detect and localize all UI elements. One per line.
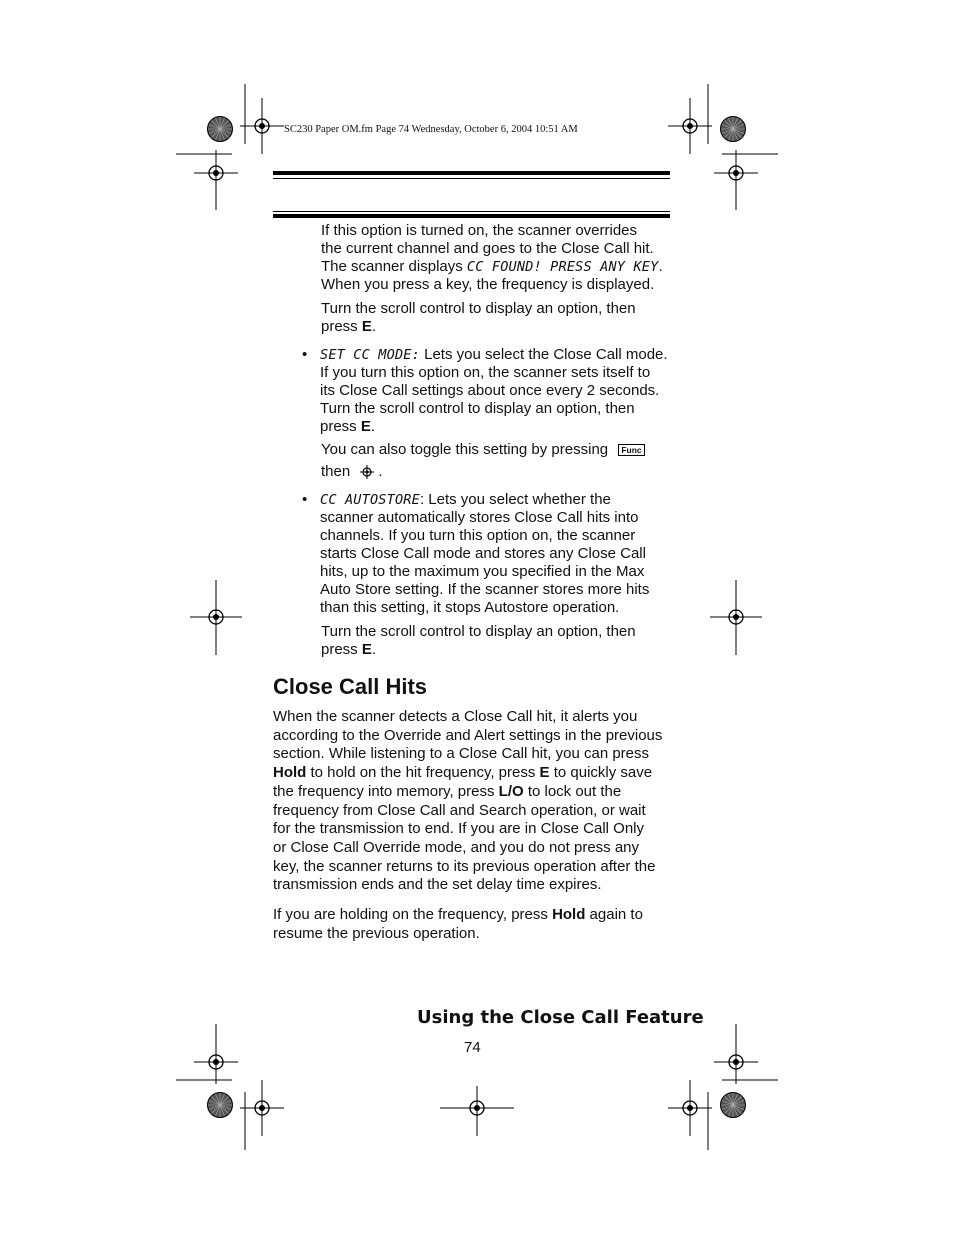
text-line: If you turn this option on, the scanner sets itself to [320,364,651,381]
text-line: according to the Override and Alert settings in the previous [273,726,663,744]
text-line: hits, up to the maximum you specified in the Max [320,563,645,580]
text-line: its Close Call settings about once every 2 seconds. [320,382,660,399]
text-line: Turn the scroll control to display an option, then [320,400,635,417]
text-line: frequency from Close Call and Search operation, or wait [273,801,646,819]
text-line: resume the previous operation. [273,924,480,942]
text-span: . [370,418,376,435]
text-span: press [321,641,362,658]
text-line: Turn the scroll control to display an option, then [321,300,636,317]
text-line: transmission ends and the set delay time expires. [273,876,602,894]
footer-section-title: Using the Close Call Feature [417,1007,704,1028]
key-name: E [539,764,550,782]
text-line: When you press a key, the frequency is displayed. [321,276,655,293]
text-span: You can also toggle this setting by pressing [321,441,609,458]
text-line: scanner automatically stores Close Call hits into [320,509,639,526]
text-line: key, the scanner returns to its previous operation after the [273,857,656,875]
text-span: press [321,318,362,335]
print-header-info: SC230 Paper OM.fm Page 74 Wednesday, October 6, 2004 10:51 AM [284,124,578,135]
text-line: than this setting, it stops Autostore operation. [320,599,620,616]
text-span: Lets you select the Close Call mode. [419,346,668,363]
text-line: channels. If you turn this option on, the scanner [320,527,636,544]
func-key-icon: Func [618,444,644,456]
text-span: . [371,641,377,658]
section-heading: Close Call Hits [273,674,428,699]
text-span: press [320,418,361,435]
key-name: E [361,641,372,658]
text-line: or Close Call Override mode, and you do not press any [273,838,640,856]
page-number: 74 [464,1039,481,1056]
text-line: Turn the scroll control to display an option, then [321,623,636,640]
text-span: to lock out the [523,782,622,800]
text-line: starts Close Call mode and stores any Close Call [320,545,646,562]
text-line: the current channel and goes to the Close Call hit. [321,240,654,257]
text-line: If this option is turned on, the scanner overrides [321,222,638,239]
text-span: The scanner displays [321,258,467,275]
key-name: Hold [273,764,307,782]
key-name: E [360,418,371,435]
lcd-display-text: CC AUTOSTORE [320,492,420,508]
text-span: again to [585,906,643,923]
text-line: Auto Store setting. If the scanner stores more hits [320,581,650,598]
text-span: then [321,463,351,480]
text-span: to hold on the hit frequency, press [306,764,540,782]
text-span: . [658,258,663,275]
text-line: section. While listening to a Close Call hit, you can press [273,745,650,763]
text-span: : Lets you select whether the [419,491,611,508]
key-name: L/O [498,782,524,800]
text-line: for the transmission to end. If you are in Close Call Only [273,820,645,838]
text-span: to quickly save [549,764,653,782]
text-span: If you are holding on the frequency, press [273,906,553,923]
key-name: Hold [552,906,586,923]
lcd-display-text: SET CC MODE: [320,347,420,363]
lcd-display-text: CC FOUND! PRESS ANY KEY [466,259,659,275]
text-span: . [371,318,377,335]
key-name: E [361,318,372,335]
text-span: the frequency into memory, press [273,782,499,800]
text-span: . [378,463,383,480]
bullet-marker: • [302,491,308,508]
text-line: When the scanner detects a Close Call hit, it alerts you [273,708,638,725]
bullet-marker: • [302,346,308,363]
